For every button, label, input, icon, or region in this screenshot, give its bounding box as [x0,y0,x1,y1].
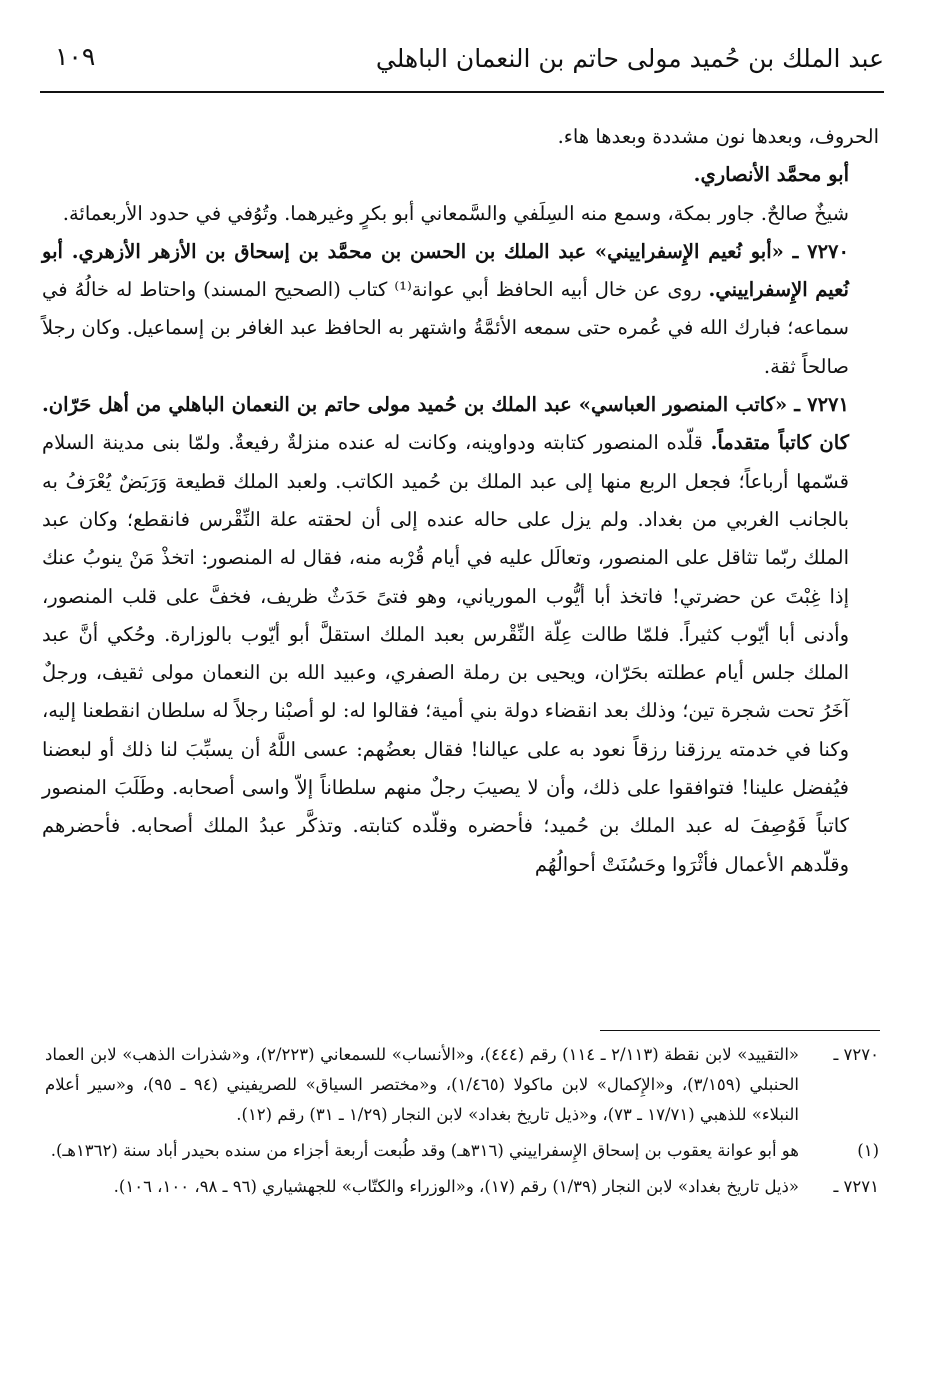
footnote-text: «التقييد» لابن نقطة (٢/١١٣ ـ ١١٤) رقم (٤٤٤)، و«الأنساب» للسمعاني (٢/٢٢٣)، و«شذرات الذهب» لابن العماد الحنبلي (٣/١٥٩)، و«الإِكمال» لابن ماكولا (١/٤٦٥)، و«مختصر السياق» للصريفيني (٩٤ ـ ٩٥)، و«سير أعلام النبلاء» للذهبي (١٧/٧١ ـ ٧٣)، و«ذيل تاريخ بغداد» لابن النجار (١/٢٩ ـ ٣١) رقم (١٢). [45,1045,799,1124]
header-rule [40,91,884,93]
footnotes [45,1040,879,1208]
footnote [45,1172,879,1202]
paragraph-ansari: شيخٌ صالحٌ. جاور بمكة، وسمع منه السِلَفي والسَّمعاني أبو بكرٍ وغيرهما. وتُوُفي في حدود الأربعمائة. [62,201,849,225]
running-title: عبد الملك بن حُميد مولى حاتم بن النعمان الباهلي [375,44,884,73]
page-number: ١٠٩ [55,42,96,71]
footnote-mark: (١) [857,1141,879,1160]
page-header [40,36,884,88]
footnote-text: «ذيل تاريخ بغداد» لابن النجار (١/٣٩) رقم (١٧)، و«الوزراء والكتّاب» للجهشياري (٩٦ ـ ٩٨، ١٠٠، ١٠٦). [113,1177,799,1196]
footnote-rule [600,1030,880,1031]
entry-7271-text: قلّده المنصور كتابته ودواوينه، وكانت له عنده منزلةٌ رفيعةٌ. ولمّا بنى مدينة السلام قسّمها أرباعاً؛ فجعل الربع منها إلى عبد الملك بن حُميد الكاتب. ولعبد الملك قطيعة وَرَبَضٌ يُعْرَفُ به بالجانب الغربي من بغداد. ولم يزل على حاله عنده إلى أن لحقته علة النِّقْرس فانقطع؛ وكان عبد الملك ربّما تثاقل على المنصور، وتعالَل عليه في أيام قُرْبه منه، فقال له المنصور: اتخذْ مَنْ ينوبُ عنك إذا غِبْتَ عن حضرتي! فاتخذ أبا أيُّوب المورياني، وهو فتىً حَدَثٌ ظريف، فخفَّ على قلب المنصور، وأدنى أبا أيّوب كثيراً. فلمّا طالت عِلّة النِّقْرس بعبد الملك استقلَّ أبو أيّوب بالوزارة. وحُكي أنَّ عبد الملك جلس أيام عطلته بحَرّان، ويحيى بن رملة الصفري، وعبيد الله بن النعمان مولى ثقيف، ورجلٌ آخَرُ تحت شجرة تين؛ وذلك بعد انقضاء دولة بني أمية؛ فقالوا له: لو أصبْنا رجلاً له سلطان انقطعنا إليه، وكنا في خدمته يرزقنا رزقاً نعود به على عيالنا! فقال بعضُهم: عسى اللَّهُ أن يسبِّبَ لنا ذلك أو لبعضنا فيُفضل علينا! فتوافقوا على ذلك، وأن لا يصيبَ رجلٌ منهم سلطاناً إلاّ واسى أصحابه. وطَلَبَ المنصور كاتباً فَوُصِفَ له عبد الملك بن حُميد؛ فأحضره وقلّده كتابته. وتذكَّر عبدُ الملك أصحابه. فأحضرهم وقلّدهم الأعمال فأثْرَوا وحَسُنَتْ أحوالُهُم [42,431,850,876]
footnote-text: هو أبو عوانة يعقوب بن إسحاق الإِسفراييني (٣١٦هـ) وقد طُبعت أربعة أجزاء من سنده بحيدر أباد سنة (١٣٦٢هـ). [50,1141,799,1160]
footnote-mark: ٧٢٧٠ ـ [833,1045,879,1064]
entry-7270-text: روى عن خال أبيه الحافظ أبي عوانة⁽¹⁾ كتاب (الصحيح المسند) واحتاط له خالُهُ في سماعه؛ فبارك الله في عُمره حتى سمعه الأئمَّةُ واشتهر به الحافظ عبد الغافر بن إسماعيل. وكان رجلاً صالحاً ثقة. [42,278,849,378]
main-text [42,118,879,884]
entry-7271 [42,386,879,884]
entry-7270-heading: ٧٢٧٠ ـ «أبو نُعيم الإِسفراييني» عبد الملك بن الحسن بن محمَّد بن إسحاق بن الأزهر الأزهري. أبو نُعيم الإِسفراييني. [42,239,849,302]
entry-heading-ansari: أبو محمَّد الأنصاري. [693,163,849,187]
paragraph-continuation: الحروف، وبعدها نون مشددة وبعدها هاء. [557,125,879,148]
footnote [45,1136,879,1166]
footnote [45,1040,879,1130]
entry-7271-heading: ٧٢٧١ ـ «كاتب المنصور العباسي» عبد الملك بن حُميد مولى حاتم بن النعمان الباهلي من أهل حَرّان. كان كاتباً متقدماً. [42,393,849,455]
footnote-mark: ٧٢٧١ ـ [833,1177,879,1196]
entry-7270 [42,233,879,386]
